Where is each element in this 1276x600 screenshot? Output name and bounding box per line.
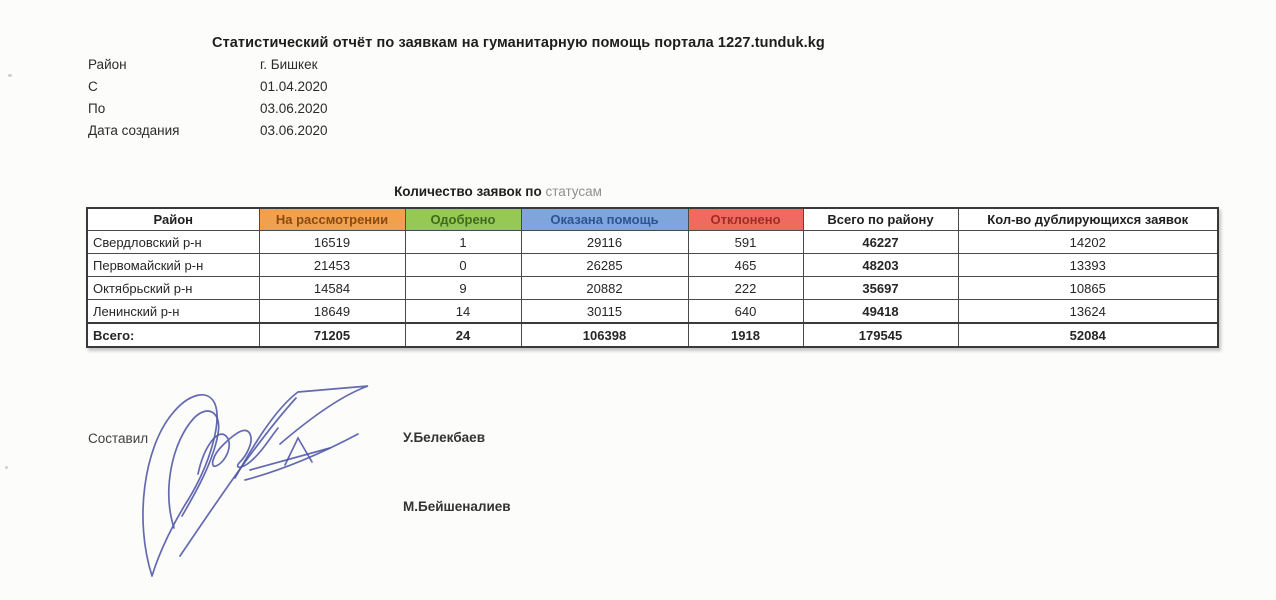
table-caption-light: статусам bbox=[545, 184, 602, 199]
meta-row-date-from bbox=[88, 76, 328, 98]
cell-region: Октябрьский р-н bbox=[87, 277, 259, 300]
cell-approved: 1 bbox=[405, 231, 521, 254]
table-caption bbox=[86, 184, 910, 199]
cell-helped: 30115 bbox=[521, 300, 688, 324]
cell-pending: 18649 bbox=[259, 300, 405, 324]
meta-label: Район bbox=[88, 57, 127, 72]
meta-value: 03.06.2020 bbox=[260, 123, 328, 138]
signer-name: У.Белекбаев bbox=[403, 430, 485, 445]
cell-helped: 26285 bbox=[521, 254, 688, 277]
cell-totals-label: Всего: bbox=[87, 323, 259, 347]
cell-totals-total: 179545 bbox=[803, 323, 958, 347]
cell-approved: 0 bbox=[405, 254, 521, 277]
cell-totals-pending: 71205 bbox=[259, 323, 405, 347]
table-row bbox=[87, 300, 1218, 324]
table-row bbox=[87, 254, 1218, 277]
column-header-total: Всего по району bbox=[803, 208, 958, 231]
cell-totals-helped: 106398 bbox=[521, 323, 688, 347]
meta-label: С bbox=[88, 79, 98, 94]
handwritten-signature bbox=[128, 370, 468, 598]
cell-pending: 21453 bbox=[259, 254, 405, 277]
meta-value: 01.04.2020 bbox=[260, 79, 328, 94]
table-row-totals bbox=[87, 323, 1218, 347]
cell-total: 48203 bbox=[803, 254, 958, 277]
cell-totals-rejected: 1918 bbox=[688, 323, 803, 347]
meta-value: 03.06.2020 bbox=[260, 101, 328, 116]
cell-helped: 20882 bbox=[521, 277, 688, 300]
table-caption-bold: Количество заявок по bbox=[394, 184, 542, 199]
cell-region: Свердловский р-н bbox=[87, 231, 259, 254]
column-header-pending: На рассмотрении bbox=[259, 208, 405, 231]
prepared-by-label: Составил bbox=[88, 431, 149, 446]
table-row bbox=[87, 231, 1218, 254]
report-meta bbox=[88, 54, 328, 142]
cell-rejected: 222 bbox=[688, 277, 803, 300]
cell-rejected: 640 bbox=[688, 300, 803, 324]
cell-duplicates: 13393 bbox=[958, 254, 1218, 277]
cell-rejected: 465 bbox=[688, 254, 803, 277]
cell-rejected: 591 bbox=[688, 231, 803, 254]
report-title: Статистический отчёт по заявкам на гуманитарную помощь портала 1227.tunduk.kg bbox=[212, 35, 825, 51]
cell-pending: 14584 bbox=[259, 277, 405, 300]
scan-speck bbox=[5, 466, 8, 469]
cell-pending: 16519 bbox=[259, 231, 405, 254]
cell-duplicates: 14202 bbox=[958, 231, 1218, 254]
signer-name: М.Бейшеналиев bbox=[403, 499, 511, 514]
column-header-duplicates: Кол-во дублирующихся заявок bbox=[958, 208, 1218, 231]
meta-value: г. Бишкек bbox=[260, 57, 318, 72]
cell-approved: 9 bbox=[405, 277, 521, 300]
cell-region: Ленинский р-н bbox=[87, 300, 259, 324]
column-header-helped: Оказана помощь bbox=[521, 208, 688, 231]
meta-label: По bbox=[88, 101, 106, 116]
cell-approved: 14 bbox=[405, 300, 521, 324]
meta-label: Дата создания bbox=[88, 123, 180, 138]
cell-duplicates: 10865 bbox=[958, 277, 1218, 300]
column-header-approved: Одобрено bbox=[405, 208, 521, 231]
scan-speck bbox=[8, 74, 12, 77]
cell-total: 35697 bbox=[803, 277, 958, 300]
cell-total: 46227 bbox=[803, 231, 958, 254]
column-header-rejected: Отклонено bbox=[688, 208, 803, 231]
cell-totals-duplicates: 52084 bbox=[958, 323, 1218, 347]
table-row bbox=[87, 277, 1218, 300]
cell-total: 49418 bbox=[803, 300, 958, 324]
meta-row-created bbox=[88, 120, 328, 142]
meta-row-region bbox=[88, 54, 328, 76]
cell-region: Первомайский р-н bbox=[87, 254, 259, 277]
meta-row-date-to bbox=[88, 98, 328, 120]
table-header-row bbox=[87, 208, 1218, 231]
column-header-region: Район bbox=[87, 208, 259, 231]
cell-duplicates: 13624 bbox=[958, 300, 1218, 324]
cell-helped: 29116 bbox=[521, 231, 688, 254]
cell-totals-approved: 24 bbox=[405, 323, 521, 347]
status-table bbox=[86, 207, 1219, 348]
